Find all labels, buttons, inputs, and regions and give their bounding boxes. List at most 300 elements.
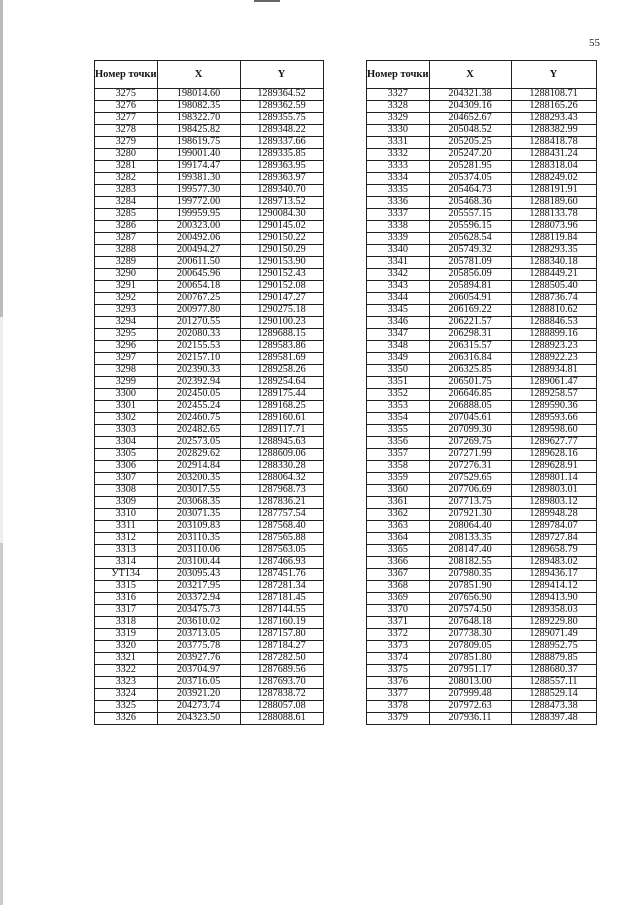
point-number-cell: 3354 [367,413,430,425]
y-coordinate-cell: 1289117.71 [240,425,323,437]
y-coordinate-cell: 1288318.04 [511,161,596,173]
table-row [367,389,597,401]
table-row [367,701,597,713]
x-coordinate-cell: 203110.06 [157,545,240,557]
y-coordinate-cell: 1290275.18 [240,305,323,317]
y-coordinate-cell: 1288119.84 [511,233,596,245]
x-coordinate-cell: 202573.05 [157,437,240,449]
table-row [95,401,324,413]
x-coordinate-cell: 207656.90 [429,593,511,605]
y-coordinate-cell: 1289583.86 [240,341,323,353]
x-coordinate-cell: 208133.35 [429,533,511,545]
x-coordinate-cell: 207972.63 [429,701,511,713]
y-coordinate-cell: 1289414.12 [511,581,596,593]
point-number-cell: 3374 [367,653,430,665]
table-row [95,677,324,689]
x-coordinate-cell: 203217.95 [157,581,240,593]
y-coordinate-cell: 1287836.21 [240,497,323,509]
point-number-cell: 3353 [367,401,430,413]
x-coordinate-cell: 207851.80 [429,653,511,665]
y-coordinate-cell: 1288418.78 [511,137,596,149]
y-coordinate-cell: 1288330.28 [240,461,323,473]
point-number-cell: 3286 [95,221,158,233]
point-number-cell: 3303 [95,425,158,437]
x-coordinate-cell: 198082.35 [157,101,240,113]
y-coordinate-cell: 1290153.90 [240,257,323,269]
y-coordinate-cell: 1290150.29 [240,245,323,257]
x-coordinate-cell: 205856.09 [429,269,511,281]
x-coordinate-cell: 206221.57 [429,317,511,329]
point-number-cell: 3317 [95,605,158,617]
table-row [95,437,324,449]
x-coordinate-cell: 202460.75 [157,413,240,425]
x-coordinate-cell: 199001.40 [157,149,240,161]
table-row [95,605,324,617]
table-row [95,377,324,389]
table-row [95,533,324,545]
point-number-cell: 3307 [95,473,158,485]
x-coordinate-cell: 205468.36 [429,197,511,209]
y-coordinate-cell: 1288952.75 [511,641,596,653]
table-header-row [367,61,597,89]
x-coordinate-cell: 207574.50 [429,605,511,617]
x-coordinate-cell: 200645.96 [157,269,240,281]
point-number-cell: 3329 [367,113,430,125]
x-coordinate-cell: 202829.62 [157,449,240,461]
table-row [367,317,597,329]
coordinates-table-left [94,60,324,725]
x-coordinate-cell: 205247.20 [429,149,511,161]
point-number-cell: 3321 [95,653,158,665]
point-number-cell: 3310 [95,509,158,521]
y-coordinate-cell: 1289784.07 [511,521,596,533]
point-number-cell: 3336 [367,197,430,209]
x-coordinate-cell: 202392.94 [157,377,240,389]
x-coordinate-cell: 203109.83 [157,521,240,533]
x-coordinate-cell: 198014.60 [157,89,240,101]
x-coordinate-cell: 207738.30 [429,629,511,641]
y-coordinate-cell: 1289258.26 [240,365,323,377]
point-number-cell: 3340 [367,245,430,257]
y-coordinate-cell: 1288557.11 [511,677,596,689]
table-row [367,209,597,221]
point-number-cell: 3337 [367,209,430,221]
point-number-cell: 3313 [95,545,158,557]
x-coordinate-cell: 205464.73 [429,185,511,197]
y-coordinate-cell: 1288922.23 [511,353,596,365]
point-number-cell: 3294 [95,317,158,329]
x-coordinate-cell: 198619.75 [157,137,240,149]
point-number-cell: 3323 [95,677,158,689]
table-row [95,641,324,653]
table-row [367,425,597,437]
y-coordinate-cell: 1287568.40 [240,521,323,533]
header-point-number: Номер точки [367,61,430,89]
x-coordinate-cell: 200323.00 [157,221,240,233]
table-row [367,413,597,425]
header-y: Y [240,61,323,89]
table-row [95,89,324,101]
point-number-cell: 3324 [95,689,158,701]
x-coordinate-cell: 208147.40 [429,545,511,557]
x-coordinate-cell: 199959.95 [157,209,240,221]
table-row [367,653,597,665]
x-coordinate-cell: 203704.97 [157,665,240,677]
table-row [95,569,324,581]
table-row [367,221,597,233]
y-coordinate-cell: 1288923.23 [511,341,596,353]
table-row [95,449,324,461]
table-row [367,665,597,677]
x-coordinate-cell: 207951.17 [429,665,511,677]
x-coordinate-cell: 203716.05 [157,677,240,689]
point-number-cell: 3316 [95,593,158,605]
x-coordinate-cell: 202914.84 [157,461,240,473]
point-number-cell: 3349 [367,353,430,365]
x-coordinate-cell: 200492.06 [157,233,240,245]
x-coordinate-cell: 207648.18 [429,617,511,629]
table-row [95,173,324,185]
table-row [367,365,597,377]
table-row [367,101,597,113]
point-number-cell: 3284 [95,197,158,209]
table-row [95,521,324,533]
point-number-cell: 3291 [95,281,158,293]
y-coordinate-cell: 1289160.61 [240,413,323,425]
y-coordinate-cell: 1288165.26 [511,101,596,113]
x-coordinate-cell: 202080.33 [157,329,240,341]
y-coordinate-cell: 1289254.64 [240,377,323,389]
table-row [95,161,324,173]
y-coordinate-cell: 1289593.66 [511,413,596,425]
x-coordinate-cell: 202455.24 [157,401,240,413]
table-row [367,677,597,689]
y-coordinate-cell: 1290152.43 [240,269,323,281]
y-coordinate-cell: 1289590.36 [511,401,596,413]
table-row [95,329,324,341]
table-row [367,341,597,353]
table-row [95,665,324,677]
y-coordinate-cell: 1290150.22 [240,233,323,245]
table-row [367,641,597,653]
point-number-cell: 3352 [367,389,430,401]
table-row [367,581,597,593]
x-coordinate-cell: 208182.55 [429,557,511,569]
table-row [367,233,597,245]
y-coordinate-cell: 1289348.22 [240,125,323,137]
point-number-cell: 3331 [367,137,430,149]
x-coordinate-cell: 202155.53 [157,341,240,353]
point-number-cell: 3297 [95,353,158,365]
y-coordinate-cell: 1288064.32 [240,473,323,485]
table-row [367,593,597,605]
table-row [367,497,597,509]
table-row [95,425,324,437]
table-row [95,545,324,557]
x-coordinate-cell: 202450.05 [157,389,240,401]
table-row [367,329,597,341]
table-row [367,113,597,125]
table-row [95,281,324,293]
x-coordinate-cell: 205048.52 [429,125,511,137]
y-coordinate-cell: 1289628.91 [511,461,596,473]
point-number-cell: 3299 [95,377,158,389]
x-coordinate-cell: 200977.80 [157,305,240,317]
x-coordinate-cell: 206315.57 [429,341,511,353]
x-coordinate-cell: 207999.48 [429,689,511,701]
x-coordinate-cell: 204321.38 [429,89,511,101]
y-coordinate-cell: 1290084.30 [240,209,323,221]
y-coordinate-cell: 1289061.47 [511,377,596,389]
point-number-cell: 3302 [95,413,158,425]
point-number-cell: 3344 [367,293,430,305]
point-number-cell: 3368 [367,581,430,593]
y-coordinate-cell: 1289364.52 [240,89,323,101]
header-y: Y [511,61,596,89]
y-coordinate-cell: 1288945.63 [240,437,323,449]
table-row [367,257,597,269]
point-number-cell: 3359 [367,473,430,485]
y-coordinate-cell: 1289627.77 [511,437,596,449]
x-coordinate-cell: 206054.91 [429,293,511,305]
x-coordinate-cell: 207921.30 [429,509,511,521]
y-coordinate-cell: 1289175.44 [240,389,323,401]
x-coordinate-cell: 203100.44 [157,557,240,569]
table-row [95,353,324,365]
table-row [95,389,324,401]
x-coordinate-cell: 205374.05 [429,173,511,185]
point-number-cell: 3364 [367,533,430,545]
x-coordinate-cell: 207851.90 [429,581,511,593]
x-coordinate-cell: 204309.16 [429,101,511,113]
x-coordinate-cell: 203071.35 [157,509,240,521]
point-number-cell: 3292 [95,293,158,305]
y-coordinate-cell: 1287160.19 [240,617,323,629]
y-coordinate-cell: 1287181.45 [240,593,323,605]
table-row [95,149,324,161]
y-coordinate-cell: 1290145.02 [240,221,323,233]
x-coordinate-cell: 199772.00 [157,197,240,209]
y-coordinate-cell: 1289340.70 [240,185,323,197]
table-row [367,305,597,317]
point-number-cell: 3281 [95,161,158,173]
point-number-cell: 3361 [367,497,430,509]
point-number-cell: 3288 [95,245,158,257]
point-number-cell: 3339 [367,233,430,245]
point-number-cell: УТ134 [95,569,158,581]
y-coordinate-cell: 1290100.23 [240,317,323,329]
point-number-cell: 3346 [367,317,430,329]
y-coordinate-cell: 1288736.74 [511,293,596,305]
table-row [95,557,324,569]
table-row [95,365,324,377]
point-number-cell: 3300 [95,389,158,401]
point-number-cell: 3358 [367,461,430,473]
y-coordinate-cell: 1290152.08 [240,281,323,293]
point-number-cell: 3371 [367,617,430,629]
x-coordinate-cell: 207099.30 [429,425,511,437]
x-coordinate-cell: 205205.25 [429,137,511,149]
table-row [95,209,324,221]
point-number-cell: 3372 [367,629,430,641]
y-coordinate-cell: 1288057.08 [240,701,323,713]
point-number-cell: 3279 [95,137,158,149]
y-coordinate-cell: 1289363.95 [240,161,323,173]
x-coordinate-cell: 204323.50 [157,713,240,725]
point-number-cell: 3379 [367,713,430,725]
point-number-cell: 3328 [367,101,430,113]
table-row [367,401,597,413]
table-row [95,689,324,701]
table-row [367,509,597,521]
point-number-cell: 3351 [367,377,430,389]
x-coordinate-cell: 201270.55 [157,317,240,329]
point-number-cell: 3370 [367,605,430,617]
y-coordinate-cell: 1289335.85 [240,149,323,161]
x-coordinate-cell: 207980.35 [429,569,511,581]
table-row [367,473,597,485]
y-coordinate-cell: 1287144.55 [240,605,323,617]
table-row [367,281,597,293]
y-coordinate-cell: 1289801.14 [511,473,596,485]
y-coordinate-cell: 1289229.80 [511,617,596,629]
x-coordinate-cell: 207706.69 [429,485,511,497]
x-coordinate-cell: 203110.35 [157,533,240,545]
y-coordinate-cell: 1289628.16 [511,449,596,461]
point-number-cell: 3285 [95,209,158,221]
point-number-cell: 3319 [95,629,158,641]
x-coordinate-cell: 203372.94 [157,593,240,605]
y-coordinate-cell: 1288879.85 [511,653,596,665]
point-number-cell: 3334 [367,173,430,185]
point-number-cell: 3318 [95,617,158,629]
y-coordinate-cell: 1287757.54 [240,509,323,521]
point-number-cell: 3320 [95,641,158,653]
x-coordinate-cell: 206298.31 [429,329,511,341]
point-number-cell: 3332 [367,149,430,161]
x-coordinate-cell: 203200.35 [157,473,240,485]
y-coordinate-cell: 1287838.72 [240,689,323,701]
x-coordinate-cell: 207271.99 [429,449,511,461]
x-coordinate-cell: 205557.15 [429,209,511,221]
x-coordinate-cell: 206325.85 [429,365,511,377]
y-coordinate-cell: 1289581.69 [240,353,323,365]
point-number-cell: 3287 [95,233,158,245]
x-coordinate-cell: 205781.09 [429,257,511,269]
x-coordinate-cell: 206169.22 [429,305,511,317]
x-coordinate-cell: 203017.55 [157,485,240,497]
y-coordinate-cell: 1288810.62 [511,305,596,317]
point-number-cell: 3369 [367,593,430,605]
y-coordinate-cell: 1288293.43 [511,113,596,125]
table-row [367,353,597,365]
table-row [367,605,597,617]
point-number-cell: 3282 [95,173,158,185]
point-number-cell: 3304 [95,437,158,449]
x-coordinate-cell: 200611.50 [157,257,240,269]
table-row [367,185,597,197]
table-row [367,293,597,305]
x-coordinate-cell: 198322.70 [157,113,240,125]
table-row [95,617,324,629]
table-row [367,629,597,641]
point-number-cell: 3275 [95,89,158,101]
y-coordinate-cell: 1288680.37 [511,665,596,677]
scan-mark [254,0,280,2]
y-coordinate-cell: 1289071.49 [511,629,596,641]
point-number-cell: 3295 [95,329,158,341]
y-coordinate-cell: 1288449.21 [511,269,596,281]
point-number-cell: 3367 [367,569,430,581]
table-row [367,521,597,533]
point-number-cell: 3326 [95,713,158,725]
table-row [95,305,324,317]
table-row [367,617,597,629]
table-row [367,125,597,137]
table-row [95,113,324,125]
y-coordinate-cell: 1289355.75 [240,113,323,125]
table-row [95,461,324,473]
coordinates-table-right [366,60,597,725]
table-row [367,545,597,557]
y-coordinate-cell: 1288133.78 [511,209,596,221]
point-number-cell: 3373 [367,641,430,653]
y-coordinate-cell: 1287689.56 [240,665,323,677]
y-coordinate-cell: 1287968.73 [240,485,323,497]
table-row [367,533,597,545]
point-number-cell: 3301 [95,401,158,413]
x-coordinate-cell: 203775.78 [157,641,240,653]
point-number-cell: 3348 [367,341,430,353]
point-number-cell: 3330 [367,125,430,137]
y-coordinate-cell: 1287451.76 [240,569,323,581]
table-row [367,437,597,449]
table-row [95,473,324,485]
table-row [95,653,324,665]
point-number-cell: 3347 [367,329,430,341]
table-row [95,221,324,233]
y-coordinate-cell: 1288529.14 [511,689,596,701]
table-row [95,125,324,137]
point-number-cell: 3280 [95,149,158,161]
y-coordinate-cell: 1288340.18 [511,257,596,269]
table-row [367,689,597,701]
y-coordinate-cell: 1289413.90 [511,593,596,605]
y-coordinate-cell: 1289363.97 [240,173,323,185]
point-number-cell: 3345 [367,305,430,317]
y-coordinate-cell: 1287184.27 [240,641,323,653]
x-coordinate-cell: 199381.30 [157,173,240,185]
x-coordinate-cell: 207713.75 [429,497,511,509]
point-number-cell: 3296 [95,341,158,353]
point-number-cell: 3289 [95,257,158,269]
y-coordinate-cell: 1290147.27 [240,293,323,305]
x-coordinate-cell: 202390.33 [157,365,240,377]
y-coordinate-cell: 1288397.48 [511,713,596,725]
y-coordinate-cell: 1289258.57 [511,389,596,401]
table-row [95,257,324,269]
y-coordinate-cell: 1288473.38 [511,701,596,713]
y-coordinate-cell: 1288846.53 [511,317,596,329]
table-row [95,197,324,209]
y-coordinate-cell: 1287157.80 [240,629,323,641]
x-coordinate-cell: 205596.15 [429,221,511,233]
table-row [95,233,324,245]
y-coordinate-cell: 1289727.84 [511,533,596,545]
y-coordinate-cell: 1288899.16 [511,329,596,341]
table-row [367,137,597,149]
y-coordinate-cell: 1288088.61 [240,713,323,725]
